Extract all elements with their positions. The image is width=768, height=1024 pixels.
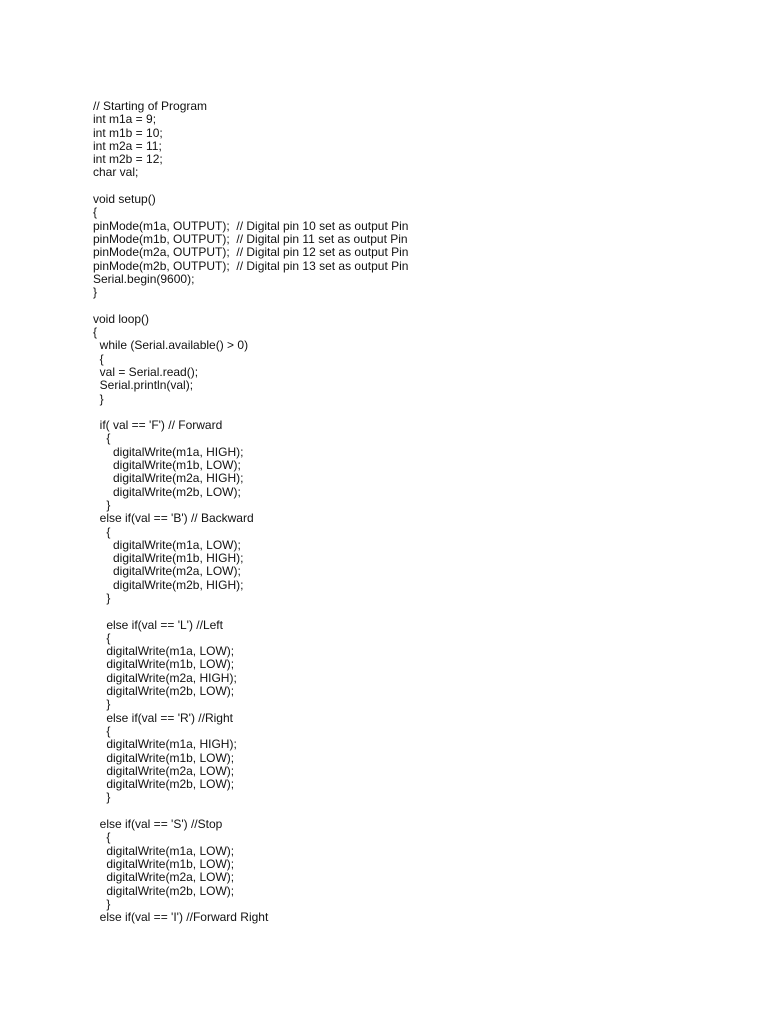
code-line: void setup(): [93, 192, 156, 207]
code-line: digitalWrite(m2b, LOW);: [93, 777, 235, 792]
code-line: {: [93, 325, 98, 340]
code-line: digitalWrite(m1b, LOW);: [93, 458, 241, 473]
code-line: else if(val == 'S') //Stop: [93, 817, 223, 832]
code-line: else if(val == 'I') //Forward Right: [93, 910, 269, 925]
code-line: {: [93, 630, 111, 645]
code-line: digitalWrite(m1a, LOW);: [93, 537, 241, 552]
code-listing: [93, 100, 743, 924]
code-line: char val;: [93, 165, 139, 180]
code-line: {: [93, 723, 111, 738]
code-line: digitalWrite(m1b, HIGH);: [93, 551, 244, 566]
code-line: {: [93, 351, 104, 366]
code-line: else if(val == 'B') // Backward: [93, 511, 254, 526]
code-line: {: [93, 431, 111, 446]
code-line: void loop(): [93, 311, 150, 326]
code-line: Serial.println(val);: [93, 378, 194, 393]
code-line: else if(val == 'L') //Left: [93, 617, 223, 632]
code-line: digitalWrite(m2a, LOW);: [93, 564, 241, 579]
code-line: Serial.begin(9600);: [93, 271, 195, 286]
code-line: [93, 299, 743, 312]
code-line: digitalWrite(m1b, LOW);: [93, 856, 235, 871]
code-line: if( val == 'F') // Forward: [93, 418, 223, 433]
code-line: // Starting of Program: [93, 99, 208, 113]
code-line: while (Serial.available() > 0): [93, 338, 249, 353]
code-line: }: [93, 497, 111, 512]
code-line: }: [93, 590, 111, 605]
code-line: digitalWrite(m2b, LOW);: [93, 883, 235, 898]
code-line: [93, 406, 743, 419]
code-line: }: [93, 391, 104, 406]
code-line: int m2a = 11;: [93, 138, 162, 153]
code-line: }: [93, 896, 111, 911]
code-line: else if(val == 'R') //Right: [93, 710, 233, 725]
code-line: pinMode(m2a, OUTPUT); // Digital pin 12 set as output Pin: [93, 245, 409, 260]
code-line: [93, 605, 743, 618]
code-line: digitalWrite(m1a, HIGH);: [93, 444, 244, 459]
code-line: }: [93, 285, 98, 300]
code-line: int m1b = 10;: [93, 125, 163, 140]
code-line: digitalWrite(m1a, HIGH);: [93, 737, 237, 752]
code-line: int m2b = 12;: [93, 152, 163, 167]
code-line: {: [93, 205, 98, 220]
code-line: {: [93, 524, 111, 539]
code-line: [93, 180, 743, 193]
code-line: digitalWrite(m2a, HIGH);: [93, 471, 244, 486]
code-line: digitalWrite(m1a, LOW);: [93, 644, 235, 659]
code-line: {: [93, 830, 111, 845]
code-line: val = Serial.read();: [93, 364, 199, 379]
code-line: pinMode(m1b, OUTPUT); // Digital pin 11 set as output Pin: [93, 231, 408, 246]
code-line: digitalWrite(m2b, HIGH);: [93, 577, 244, 592]
code-line: pinMode(m2b, OUTPUT); // Digital pin 13 set as output Pin: [93, 258, 409, 273]
code-line: digitalWrite(m1b, LOW);: [93, 657, 235, 672]
code-line: digitalWrite(m1b, LOW);: [93, 750, 235, 765]
code-line: [93, 805, 743, 818]
code-line: digitalWrite(m2b, LOW);: [93, 684, 235, 699]
code-line: digitalWrite(m2a, LOW);: [93, 763, 235, 778]
code-line: int m1a = 9;: [93, 112, 157, 127]
code-line: digitalWrite(m2a, HIGH);: [93, 670, 237, 685]
code-line: digitalWrite(m2b, LOW);: [93, 484, 241, 499]
code-line: pinMode(m1a, OUTPUT); // Digital pin 10 set as output Pin: [93, 218, 409, 233]
code-line: digitalWrite(m1a, LOW);: [93, 843, 235, 858]
code-line: }: [93, 697, 111, 712]
code-line: digitalWrite(m2a, LOW);: [93, 870, 235, 885]
code-line: }: [93, 790, 111, 805]
